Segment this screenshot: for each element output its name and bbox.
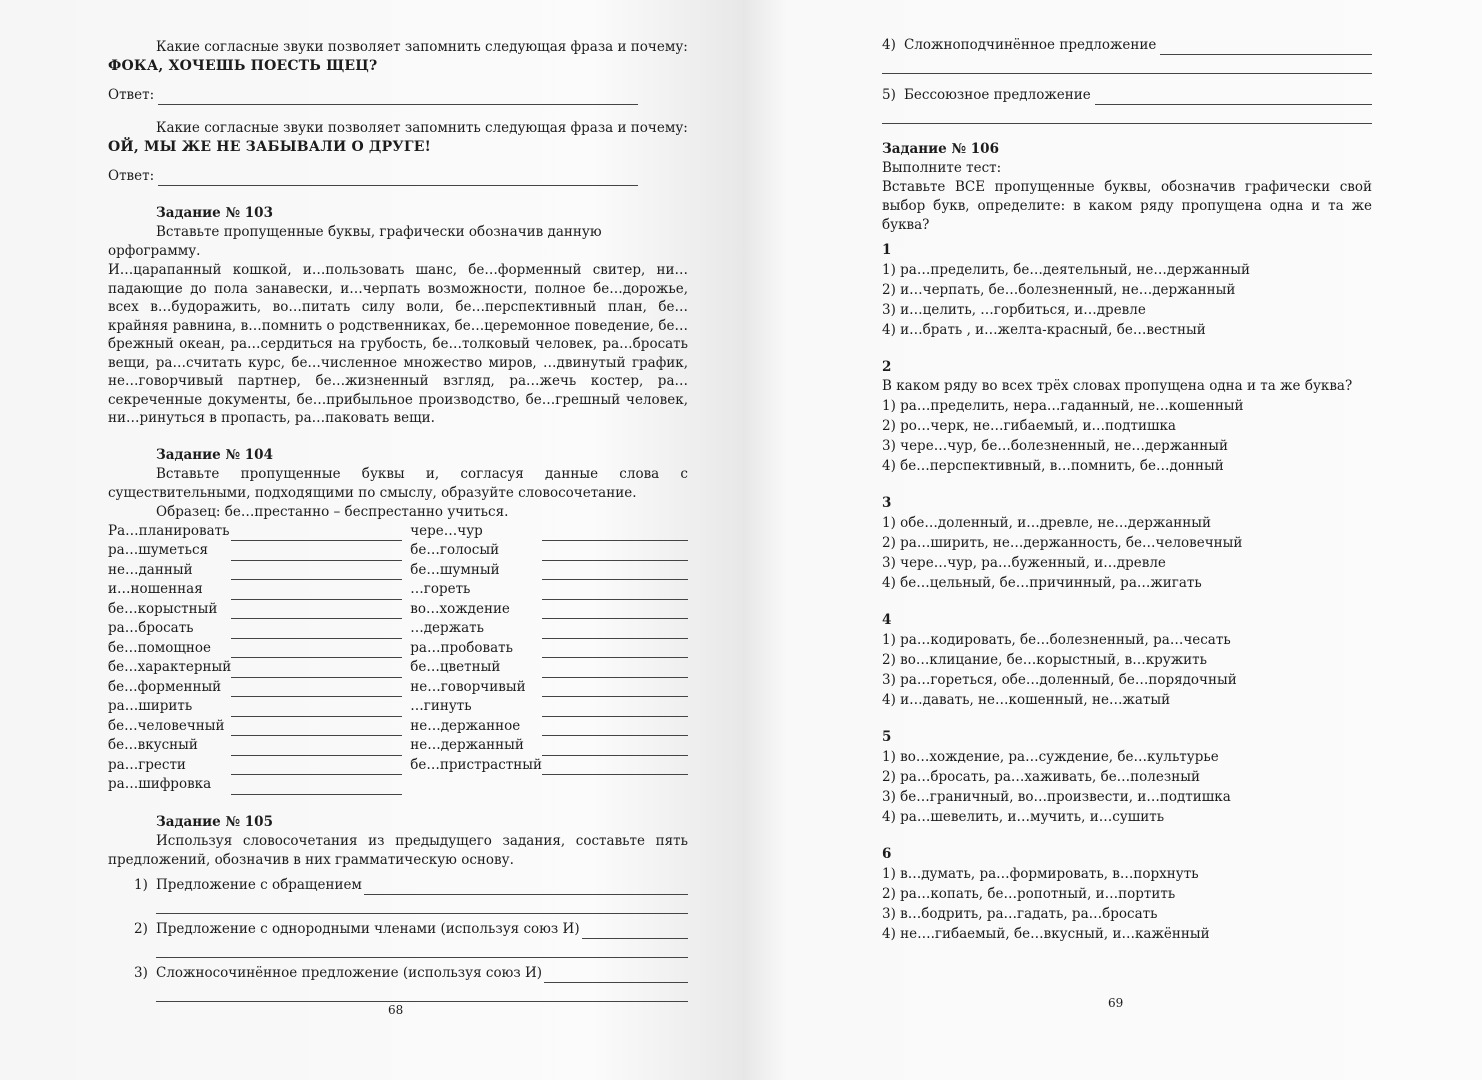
task-104-row bbox=[108, 775, 688, 795]
fill-line-right[interactable] bbox=[542, 541, 688, 561]
word-right: не…держанное bbox=[410, 717, 521, 734]
sentence-item bbox=[108, 876, 688, 895]
task-104-row bbox=[108, 580, 688, 600]
task-104-row bbox=[108, 619, 688, 639]
page-number-left: 68 bbox=[388, 1003, 404, 1017]
test-group-number: 1 bbox=[882, 242, 892, 258]
empty-cell bbox=[402, 775, 688, 795]
question-2-text: Какие согласные звуки позволяет запомнить следующая фраза и почему: bbox=[156, 120, 688, 136]
fill-line-right[interactable] bbox=[542, 755, 688, 775]
word-left: ра…грести bbox=[108, 756, 186, 773]
word-right: чере…чур bbox=[410, 522, 483, 539]
word-left: и…ношенная bbox=[108, 581, 203, 597]
fill-line-left[interactable] bbox=[231, 638, 402, 658]
test-option[interactable]: 3) бе…граничный, во…произвести, и…подтишка bbox=[882, 789, 1231, 805]
task-103-body: И…царапанный кошкой, и…пользовать шанс, бе…форменный свитер, ни…падающие до пола занавески, и…черпать возможности, полное бе…дорожье, всех в…будоражить, во…питать силу воли, бе…перспективный план, бе…крайняя равнина, в…помнить о родственниках, бе…церемонное поведение, бе…брежный океан, ра…сердиться на грубость, бе…толковый человек, ра…бросать вещи, ра…считать курс, бе…численное множество миров, …двинутый график, не…говорчивый партнер, бе…жизненный взгляд, ра…жечь костер, ра…секреченные документы, бе…прибыльное производство, бе…грешный человек, ни…ринуться в пропасть, ра…паковать вещи. bbox=[108, 262, 688, 426]
test-option[interactable]: 1) ра…пределить, бе…деятельный, не…держанный bbox=[882, 262, 1251, 278]
fill-line-right[interactable] bbox=[542, 716, 688, 736]
test-option[interactable]: 1) в…думать, ра…формировать, в…порхнуть bbox=[882, 866, 1199, 882]
word-left: бе…помощное bbox=[108, 639, 212, 656]
task-104-row bbox=[108, 677, 688, 697]
word-right: бе…шумный bbox=[410, 561, 500, 578]
question-1-phrase: ФОКА, ХОЧЕШЬ ПОЕСТЬ ЩЕЦ? bbox=[108, 58, 378, 74]
word-right: бе…цветный bbox=[410, 659, 501, 675]
fill-line-left[interactable] bbox=[231, 697, 402, 717]
fill-line-right[interactable] bbox=[542, 677, 688, 697]
sentence-answer-line[interactable] bbox=[882, 111, 1372, 124]
sentence-answer-line[interactable] bbox=[156, 983, 688, 1002]
sentence-number: 5) bbox=[882, 87, 896, 103]
test-option[interactable]: 4) бе…цельный, бе…причинный, ра…жигать bbox=[882, 575, 1202, 591]
test-option[interactable]: 2) ра…копать, бе…ропотный, и…портить bbox=[882, 886, 1176, 902]
test-group-number: 4 bbox=[882, 612, 892, 628]
fill-line-left[interactable] bbox=[231, 560, 402, 580]
fill-line-right[interactable] bbox=[542, 522, 688, 541]
task-106-title: Задание № 106 bbox=[882, 141, 999, 157]
fill-line-right[interactable] bbox=[542, 658, 688, 678]
sentence-answer-line[interactable] bbox=[156, 895, 688, 914]
fill-line-right[interactable] bbox=[542, 638, 688, 658]
right-page-content bbox=[882, 36, 1372, 944]
test-option[interactable]: 1) во…хождение, ра…суждение, бе…культурье bbox=[882, 749, 1219, 765]
test-option[interactable]: 1) обе…доленный, и…древле, не…держанный bbox=[882, 515, 1212, 531]
task-103-title: Задание № 103 bbox=[156, 205, 273, 221]
task-106-line1: Выполните тест: bbox=[882, 160, 1002, 176]
test-option[interactable]: 2) ро…черк, не…гибаемый, и…подтишка bbox=[882, 418, 1176, 434]
word-right: …держать bbox=[410, 620, 484, 636]
sentence-label: Сложноподчинённое предложение bbox=[904, 37, 1157, 53]
test-group-number: 6 bbox=[882, 846, 892, 862]
page-number-right: 69 bbox=[1108, 996, 1124, 1010]
word-right: …гореть bbox=[410, 581, 471, 597]
test-option[interactable]: 3) чере…чур, ра…буженный, и…древле bbox=[882, 555, 1166, 571]
fill-line-right[interactable] bbox=[542, 736, 688, 756]
sentence-number: 4) bbox=[882, 37, 896, 53]
task-104-row bbox=[108, 599, 688, 619]
fill-line-right[interactable] bbox=[542, 697, 688, 717]
fill-line-left[interactable] bbox=[231, 658, 402, 678]
test-option[interactable]: 2) и…черпать, бе…болезненный, не…держанный bbox=[882, 282, 1236, 298]
task-104-row bbox=[108, 736, 688, 756]
task-104-row bbox=[108, 755, 688, 775]
task-104-row bbox=[108, 638, 688, 658]
sentence-item bbox=[108, 920, 688, 939]
test-option[interactable]: 4) и…давать, не…кошенный, не…жатый bbox=[882, 692, 1171, 708]
answer-2 bbox=[108, 167, 638, 186]
fill-line-right[interactable] bbox=[542, 580, 688, 600]
question-2-phrase: ОЙ, МЫ ЖЕ НЕ ЗАБЫВАЛИ О ДРУГЕ! bbox=[108, 139, 431, 155]
sentence-answer-line[interactable] bbox=[582, 924, 688, 939]
sentence-label: Сложносочинённое предложение (используя союз И) bbox=[156, 964, 543, 981]
sentence-number: 2) bbox=[134, 920, 148, 937]
word-left: Ра…планировать bbox=[108, 522, 230, 539]
test-option[interactable]: 1) ра…пределить, нера…гаданный, не…кошенный bbox=[882, 398, 1244, 414]
fill-line-right[interactable] bbox=[542, 599, 688, 619]
word-left: ра…шифровка bbox=[108, 776, 212, 792]
word-right: во…хождение bbox=[410, 600, 510, 617]
sentence-item bbox=[882, 36, 1372, 55]
task-104-table bbox=[108, 522, 688, 795]
task-104-row bbox=[108, 716, 688, 736]
fill-line-left[interactable] bbox=[231, 775, 402, 795]
fill-line-left[interactable] bbox=[231, 541, 402, 561]
task-106-groups bbox=[882, 241, 1372, 944]
test-option[interactable]: 2) ра…бросать, ра…хаживать, бе…полезный bbox=[882, 769, 1200, 785]
sentence-label: Предложение с обращением bbox=[156, 876, 362, 893]
task-105-continued bbox=[882, 36, 1372, 124]
word-left: ра…шуметься bbox=[108, 542, 209, 558]
task-104-row bbox=[108, 658, 688, 678]
sentence-item bbox=[108, 964, 688, 983]
sentence-item bbox=[882, 86, 1372, 105]
word-right: бе…пристрастный bbox=[410, 756, 542, 773]
sentence-number: 1) bbox=[134, 876, 148, 893]
fill-line-left[interactable] bbox=[231, 677, 402, 697]
task-106-line2: Вставьте ВСЕ пропущенные буквы, обозначив графически свой выбор букв, определите: в каком ряду пропущена одна и та же буква? bbox=[882, 179, 1372, 233]
sentence-answer-line[interactable] bbox=[1160, 40, 1372, 55]
task-104-sample: Образец: бе…престанно – беспрестанно учиться. bbox=[156, 503, 509, 520]
answer-label: Ответ: bbox=[108, 168, 155, 184]
word-left: бе…характерный bbox=[108, 659, 232, 675]
fill-line-right[interactable] bbox=[542, 619, 688, 639]
word-right: …гинуть bbox=[410, 698, 472, 714]
task-104-row bbox=[108, 697, 688, 717]
word-right: ра…пробовать bbox=[410, 639, 513, 656]
fill-line-left[interactable] bbox=[231, 599, 402, 619]
test-option[interactable]: 4) и…брать , и…желта-красный, бе…вестный bbox=[882, 322, 1206, 338]
answer-1 bbox=[108, 86, 638, 105]
word-right: не…держанный bbox=[410, 737, 524, 753]
word-left: бе…вкусный bbox=[108, 737, 198, 753]
fill-line-right[interactable] bbox=[542, 560, 688, 580]
test-group-number: 2 bbox=[882, 359, 892, 375]
test-group-question: В каком ряду во всех трёх словах пропущена одна и та же буква? bbox=[882, 378, 1353, 394]
fill-line-left[interactable] bbox=[231, 522, 402, 541]
fill-line-left[interactable] bbox=[231, 755, 402, 775]
task-105-instruction: Используя словосочетания из предыдущего задания, составьте пять предложений, обозначив в них грамматическую основу. bbox=[108, 832, 688, 868]
test-option[interactable]: 3) и…целить, …горбиться, и…древле bbox=[882, 302, 1146, 318]
fill-line-left[interactable] bbox=[231, 716, 402, 736]
fill-line-left[interactable] bbox=[231, 580, 402, 600]
test-option[interactable]: 4) ра…шевелить, и…мучить, и…сушить bbox=[882, 809, 1165, 825]
test-option[interactable]: 3) чере…чур, бе…болезненный, не…держанный bbox=[882, 438, 1229, 454]
answer-line[interactable] bbox=[158, 171, 638, 186]
task-105-title: Задание № 105 bbox=[156, 813, 273, 830]
word-left: не…данный bbox=[108, 561, 193, 578]
test-option[interactable]: 4) не….гибаемый, бе…вкусный, и…кажённый bbox=[882, 926, 1210, 942]
test-group-number: 5 bbox=[882, 729, 892, 745]
question-1-text: Какие согласные звуки позволяет запомнить следующая фраза и почему: bbox=[156, 39, 688, 55]
test-group-number: 3 bbox=[882, 495, 892, 511]
sentence-number: 3) bbox=[134, 964, 148, 981]
left-page-content bbox=[108, 38, 688, 1006]
sentence-answer-line[interactable] bbox=[882, 61, 1372, 74]
word-right: бе…голосый bbox=[410, 542, 500, 558]
task-105-items bbox=[108, 876, 688, 1002]
answer-label: Ответ: bbox=[108, 87, 155, 103]
sentence-answer-line[interactable] bbox=[544, 968, 688, 983]
right-page bbox=[742, 0, 1482, 1080]
word-left: ра…ширить bbox=[108, 698, 193, 714]
word-left: ра…бросать bbox=[108, 620, 194, 636]
sentence-label: Бессоюзное предложение bbox=[904, 87, 1091, 103]
sentence-label: Предложение с однородными членами (используя союз И) bbox=[156, 920, 580, 937]
task-104-row bbox=[108, 541, 688, 561]
word-right: не…говорчивый bbox=[410, 678, 526, 695]
test-option[interactable]: 3) ра…гореться, обе…доленный, бе…порядочный bbox=[882, 672, 1237, 688]
task-104-row bbox=[108, 522, 688, 541]
sentence-answer-line[interactable] bbox=[364, 880, 688, 895]
sentence-answer-line[interactable] bbox=[156, 939, 688, 958]
answer-line[interactable] bbox=[158, 90, 638, 105]
test-option[interactable]: 3) в…бодрить, ра…гадать, ра…бросать bbox=[882, 906, 1158, 922]
task-103-instruction: Вставьте пропущенные буквы, графически обозначив данную орфограмму. bbox=[108, 224, 602, 259]
test-option[interactable]: 1) ра…кодировать, бе…болезненный, ра…чесать bbox=[882, 632, 1231, 648]
word-left: бе…корыстный bbox=[108, 600, 218, 617]
sentence-answer-line[interactable] bbox=[1095, 90, 1372, 105]
word-left: бе…человечный bbox=[108, 717, 225, 734]
task-104-instruction: Вставьте пропущенные буквы и, согласуя данные слова с существительными, подходящими по смыслу, образуйте словосочетание. bbox=[108, 465, 688, 501]
word-left: бе…форменный bbox=[108, 678, 222, 695]
test-option[interactable]: 2) ра…ширить, не…держанность, бе…человечный bbox=[882, 535, 1243, 551]
task-104-row bbox=[108, 560, 688, 580]
test-option[interactable]: 2) во…клицание, бе…корыстный, в…кружить bbox=[882, 652, 1207, 668]
task-104-title: Задание № 104 bbox=[156, 446, 273, 463]
test-option[interactable]: 4) бе…перспективный, в…помнить, бе…донный bbox=[882, 458, 1224, 474]
fill-line-left[interactable] bbox=[231, 619, 402, 639]
fill-line-left[interactable] bbox=[231, 736, 402, 756]
